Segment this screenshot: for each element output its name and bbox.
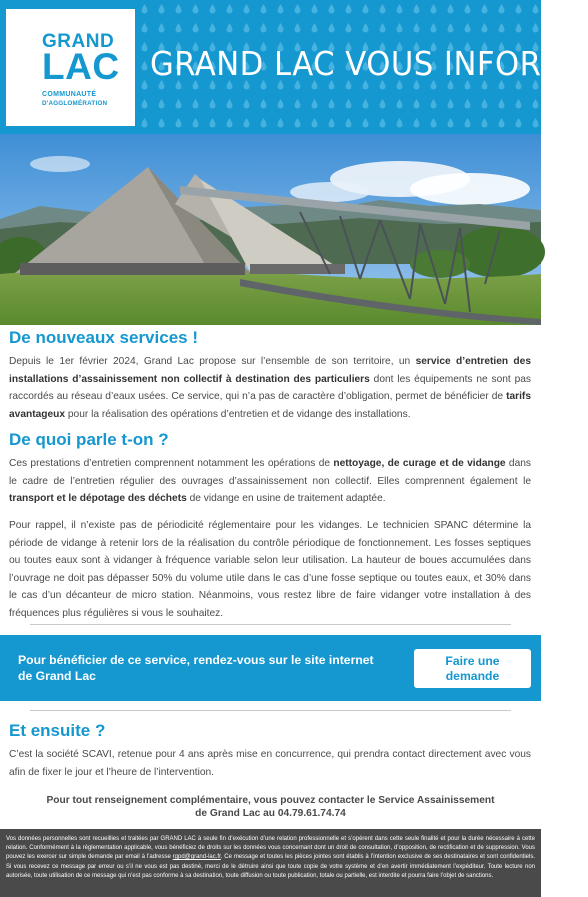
divider [30,624,511,625]
building-photo [0,134,541,325]
grand-lac-logo [6,9,135,126]
what-paragraph-1 [9,455,531,508]
contact-line-1: Pour tout renseignement complémentaire, vous pouvez contacter le Service Assainissement [46,795,495,806]
legal-footer [0,829,541,897]
bold-span: nettoyage, de curage et de vidange [333,458,506,469]
logo-subtitle-1: COMMUNAUTÉ [42,91,97,98]
new-services-paragraph [9,353,531,423]
text-span: Depuis le 1er février 2024, Grand Lac propose sur l’ensemble de son territoire, un [9,356,416,367]
legal-text-1: Vos données personnelles sont recueillies et traitées par GRAND LAC à seule fin d’exécution d’une relation professionnelle et s’opèrent dans cette seule finalité et pour la durée nécessaire à cette relation. Conformément à la réglementation applicable, vous bénéficiez de droits sur les données vous concernant dont un droit de consultation, d’opposition, de rectification et de suppression. Vous pouvez les exercer sur simple demande par email à l’adresse [6,836,535,861]
privacy-email-link[interactable]: rgpd@grand-lac.fr [172,854,221,861]
request-button-line2: demande [445,668,500,683]
header-title: GRAND LAC VOUS INFORME [150,44,588,83]
request-button-line1: Faire une [445,653,500,668]
cta-text: Pour bénéficier de ce service, rendez-vous sur le site internet de Grand Lac [18,653,374,683]
divider [30,710,511,711]
next-paragraph: C’est la société SCAVI, retenue pour 4 ans après mise en concurrence, qui prendra contact directement avec vous afin de fixer le jour et l’heure de l’intervention. [9,749,531,778]
logo-lac-text: LAC [42,46,120,87]
bold-span: transport et le dépotage des déchets [9,493,187,504]
contact-info [20,794,521,820]
cta-banner [0,635,541,701]
section-heading-new-services: De nouveaux services ! [9,328,198,347]
bold-span: service d’entretien des installations d’assainissement non collectif à destination des particuliers [9,356,531,385]
text-span: Ces prestations d’entretien comprennent notamment les opérations de [9,458,334,469]
logo-subtitle-2: D'AGGLOMÉRATION [42,100,108,107]
bold-span: tarifs avantageux [9,391,531,420]
text-span: dans le cadre de l’entretien régulier des ouvrages d’assainissement non collectif. Elles comprennent également le [9,458,531,487]
legal-text-2: . Ce message et toutes les pièces jointes sont établis à l’intention exclusive de ses destinataires et sont confidentiels. Si vous recevez ce message par erreur ou s’il ne vous est pas destiné, merci de le détruire ainsi que toute copie de votre système et d’en avertir immédiatement l’expéditeur. Toute lecture non autorisée, toute utilisation de ce message qui n’est pas conforme à sa destination, toute diffusion ou toute publication, totale ou partielle, est interdite et pourra faire l’objet de sanctions. [6,854,536,879]
contact-line-2: de Grand Lac au 04.79.61.74.74 [195,808,346,819]
logo-grand-text: GRAND [42,31,115,52]
request-button[interactable] [414,649,531,688]
text-span: de vidange en usine de traitement adaptée. [186,493,386,504]
email-header [0,0,588,134]
text-span: dont les équipements ne sont pas raccordés au réseau d’eaux usées. Ce service, qui n’a pas de caractère d’obligation, permet de bénéficier de [9,373,531,402]
what-paragraph-2: Pour rappel, il n’existe pas de périodicité réglementaire pour les vidanges. Le technicien SPANC détermine la période de vidange à retenir lors de la réalisation du contrôle périodique de fonctionnement. Les fosses septiques ou toutes eaux sont à vidanger à fréquence variable selon leur utilisation. La hauteur de boues accumulées dans l’ouvrage ne doit pas dépasser 50% du volume utile dans le cas d’une fosse septique ou toutes eaux, et 30% dans le cas d’un décanteur de micro station. Néanmoins, vous restez libre de faire vidanger votre installation à des fréquences plus régulières si vous le souhaitez. [9,520,531,619]
section-heading-next: Et ensuite ? [9,721,106,740]
legal-notice [6,835,535,881]
text-span: pour la réalisation des opérations d’entretien et de vidange des installations. [65,408,411,420]
section-heading-what: De quoi parle t-on ? [9,430,169,449]
